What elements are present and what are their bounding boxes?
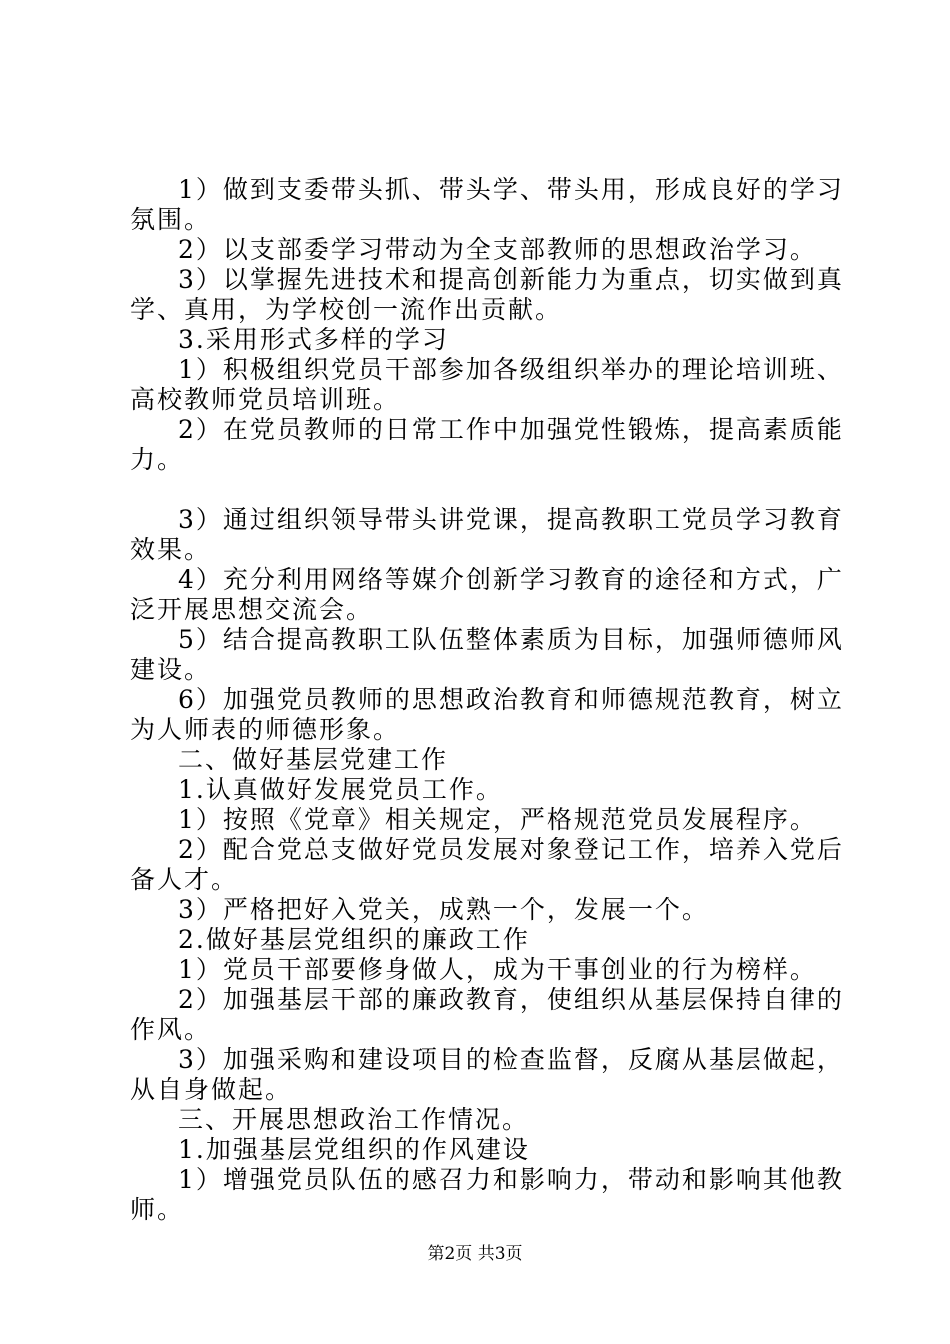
section-heading: 二、做好基层党建工作: [178, 745, 449, 774]
section-heading: 3.采用形式多样的学习: [178, 325, 449, 354]
paragraph: 1）积极组织党员干部参加各级组织举办的理论培训班、高校教师党员培训班。: [130, 355, 844, 414]
paragraph: 4）充分利用网络等媒介创新学习教育的途径和方式，广泛开展思想交流会。: [130, 565, 844, 624]
page-footer: [0, 1243, 950, 1265]
paragraph: 1）按照《党章》相关规定，严格规范党员发展程序。: [178, 805, 817, 834]
paragraph: 1）党员干部要修身做人，成为干事创业的行为榜样。: [178, 955, 817, 984]
paragraph: 2）在党员教师的日常工作中加强党性锻炼，提高素质能力。: [130, 415, 844, 474]
paragraph: 3）以掌握先进技术和提高创新能力为重点，切实做到真学、真用，为学校创一流作出贡献。: [130, 265, 844, 324]
paragraph: 2）加强基层干部的廉政教育，使组织从基层保持自律的作风。: [130, 985, 844, 1044]
paragraph: 2）以支部委学习带动为全支部教师的思想政治学习。: [178, 235, 817, 264]
paragraph: 3）通过组织领导带头讲党课，提高教职工党员学习教育效果。: [130, 505, 844, 564]
section-heading: 2.做好基层党组织的廉政工作: [178, 925, 530, 954]
paragraph: 1）做到支委带头抓、带头学、带头用，形成良好的学习氛围。: [130, 175, 844, 234]
paragraph: 6）加强党员教师的思想政治教育和师德规范教育，树立为人师表的师德形象。: [130, 685, 844, 744]
paragraph: 3）严格把好入党关，成熟一个，发展一个。: [178, 895, 709, 924]
section-heading: 1.认真做好发展党员工作。: [178, 775, 503, 804]
section-heading: 1.加强基层党组织的作风建设: [178, 1135, 530, 1164]
paragraph: 5）结合提高教职工队伍整体素质为目标，加强师德师风建设。: [130, 625, 844, 684]
section-heading: 三、开展思想政治工作情况。: [178, 1105, 530, 1134]
paragraph: 3）加强采购和建设项目的检查监督，反腐从基层做起，从自身做起。: [130, 1045, 844, 1104]
paragraph: 2）配合党总支做好党员发展对象登记工作，培养入党后备人才。: [130, 835, 844, 894]
document-body: [130, 175, 850, 1225]
paragraph: 1）增强党员队伍的感召力和影响力，带动和影响其他教师。: [130, 1165, 844, 1224]
page-number: 第2页 共3页: [427, 1244, 523, 1264]
